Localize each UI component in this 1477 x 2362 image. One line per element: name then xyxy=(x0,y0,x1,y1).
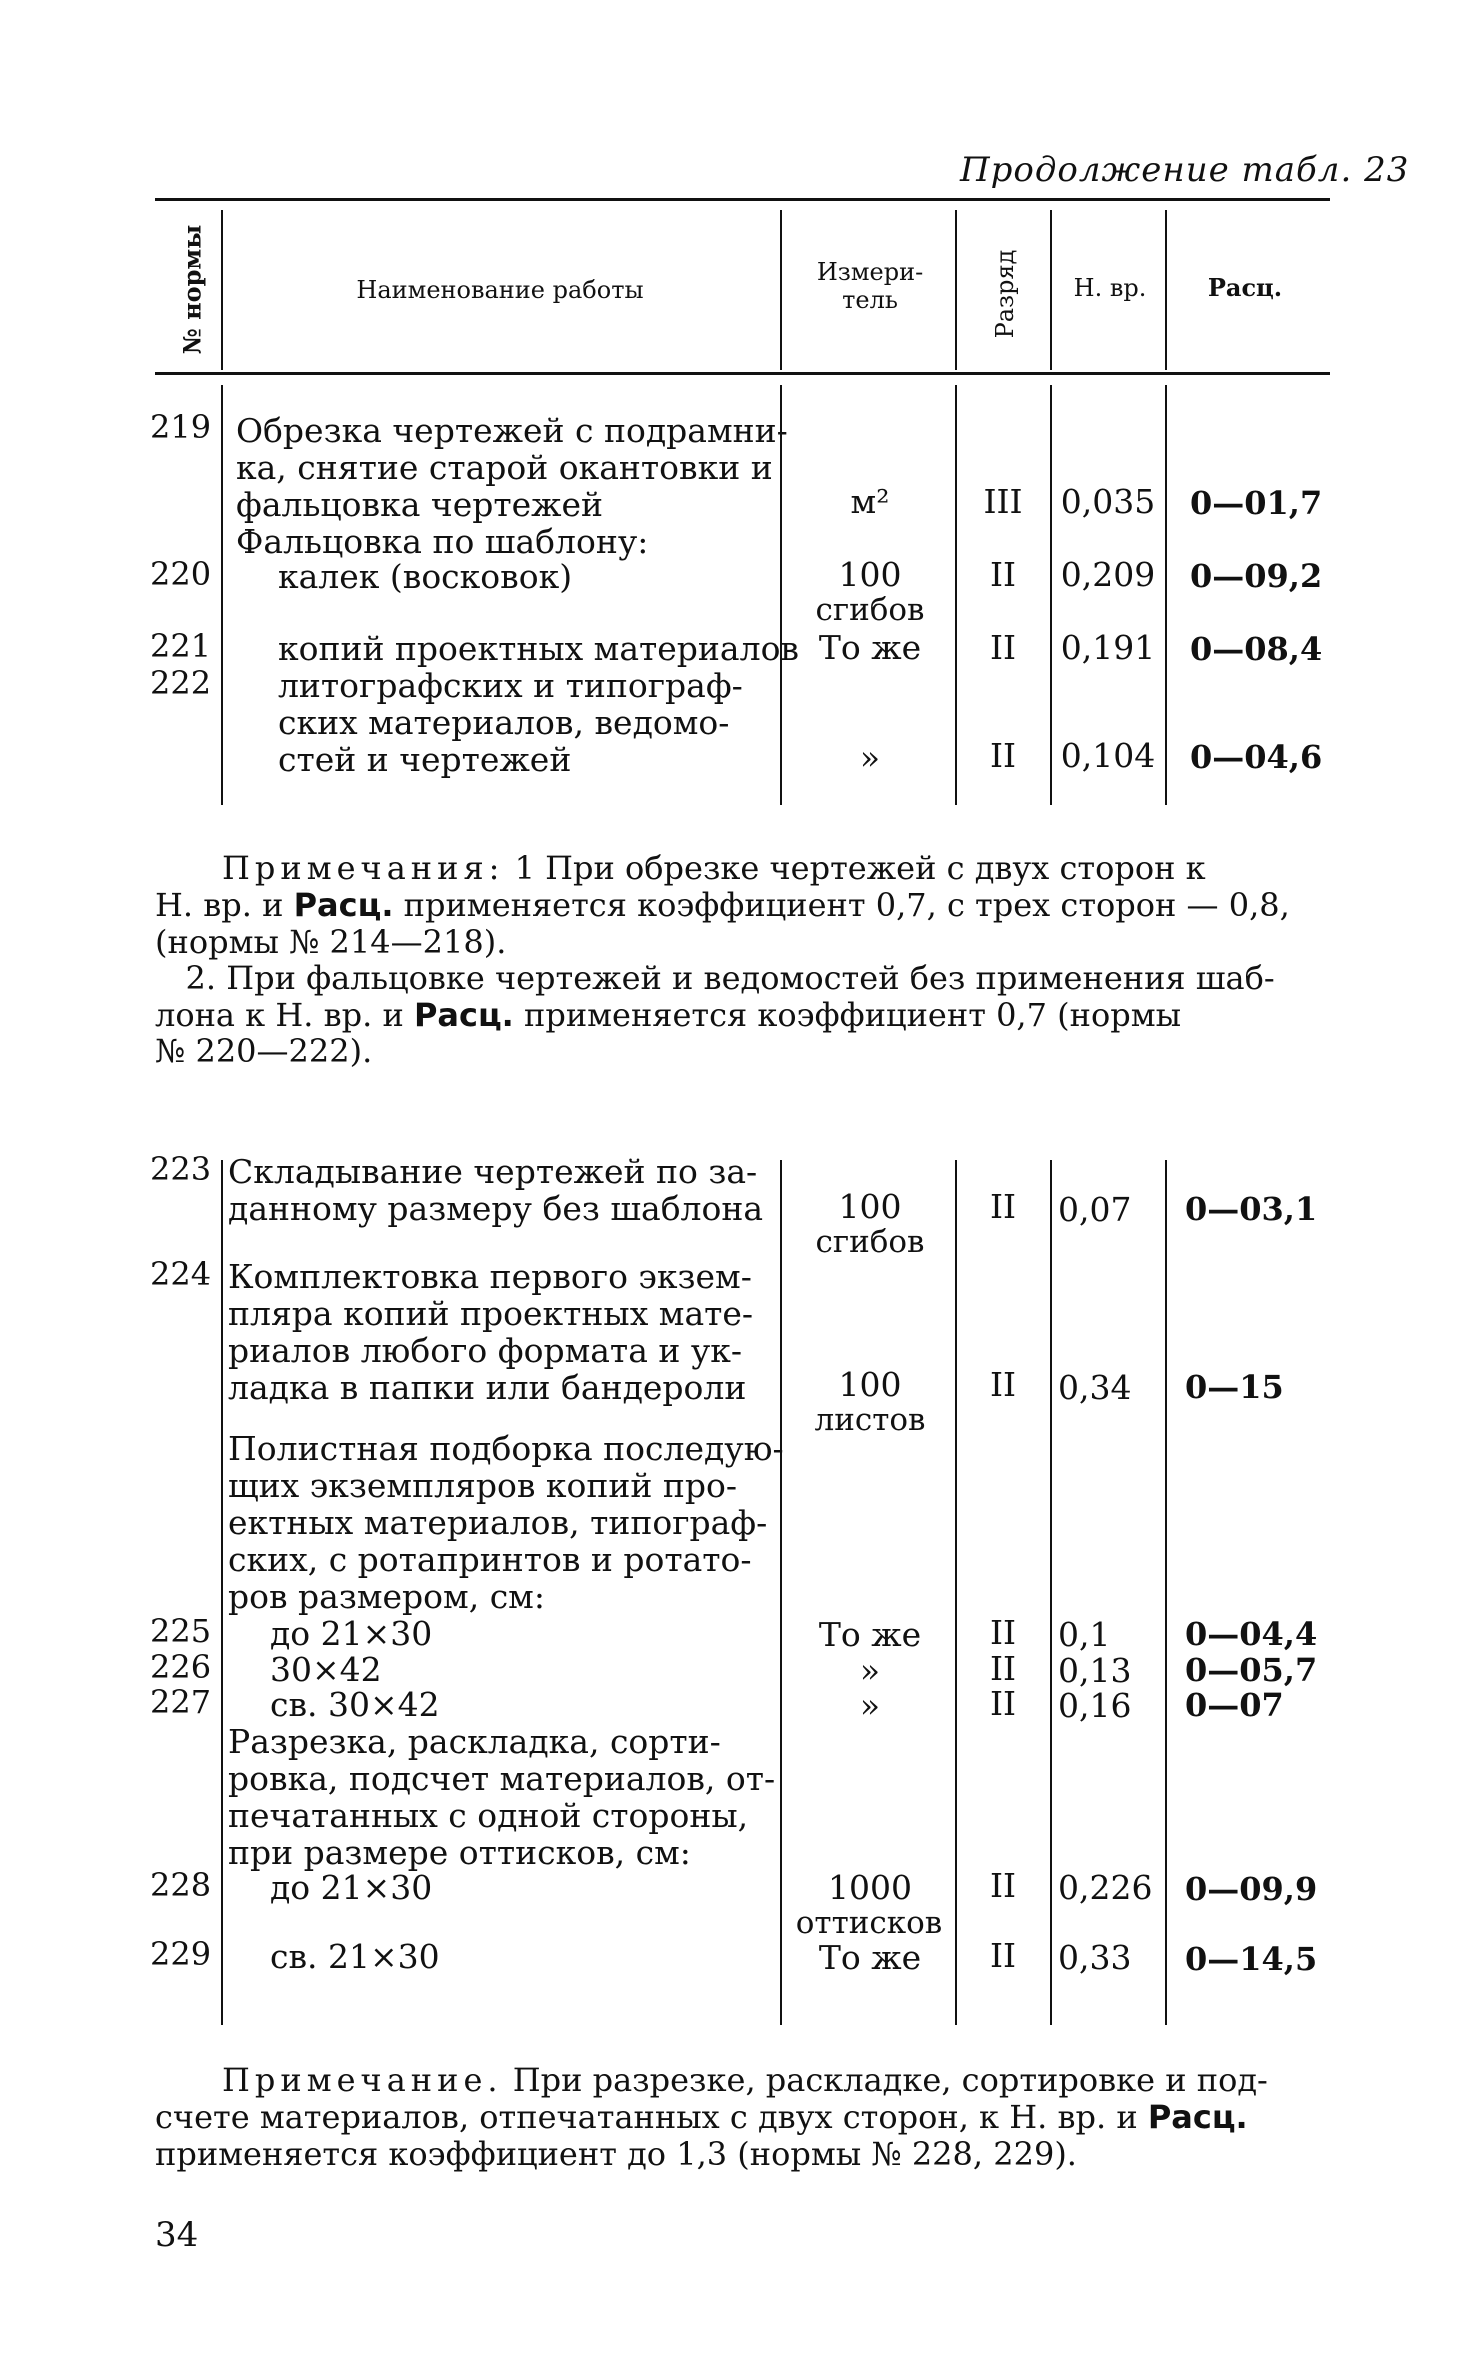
norm-number: 229 xyxy=(150,1935,212,1973)
col-divider xyxy=(1050,1160,1052,2025)
work-name-line: фальцовка чертежей xyxy=(236,485,604,524)
note-line: 2. При фальцовке чертежей и ведомостей без применения шаб- xyxy=(155,959,1275,997)
note-label: Примечания: xyxy=(222,849,505,887)
rate-cell: 0—03,1 xyxy=(1185,1190,1318,1228)
work-name-line: Полистная подборка последую- xyxy=(228,1429,784,1468)
work-name-line: печатанных с одной стороны, xyxy=(228,1796,749,1835)
work-name-line: при размере оттисков, см: xyxy=(228,1833,691,1872)
grade-cell: II xyxy=(989,1936,1017,1975)
time-cell: 0,035 xyxy=(1060,482,1156,521)
rate-cell: 0—04,4 xyxy=(1185,1615,1318,1653)
norm-number: 223 xyxy=(150,1150,212,1188)
work-name-line: 30×42 xyxy=(228,1650,382,1689)
col-divider xyxy=(221,385,223,805)
work-name-line: ров размером, см: xyxy=(228,1577,545,1616)
time-cell: 0,16 xyxy=(1058,1686,1132,1725)
work-name-line: ка, снятие старой окантовки и xyxy=(236,448,773,487)
work-name-line: св. 30×42 xyxy=(228,1685,440,1724)
unit-cell-line2: оттисков xyxy=(795,1905,943,1941)
col-divider xyxy=(780,1160,782,2025)
unit-cell-line2: сгибов xyxy=(815,592,925,628)
grade-cell: II xyxy=(989,555,1017,594)
col-divider xyxy=(1165,1160,1167,2025)
work-name-line: щих экземпляров копий про- xyxy=(228,1466,738,1505)
header-time: Н. вр. xyxy=(1073,274,1147,302)
header-unit-line1: Измери- xyxy=(816,258,924,286)
note-label: Примечание. xyxy=(222,2061,503,2099)
rate-cell: 0—09,9 xyxy=(1185,1870,1318,1908)
note-text: применяется коэффициент 0,7, с трех сторон — 0,8, xyxy=(393,886,1290,924)
work-name-line: пляра копий проектных мате- xyxy=(228,1294,754,1333)
note-text: счете материалов, отпечатанных с двух сторон, к Н. вр. и xyxy=(155,2098,1148,2136)
col-divider xyxy=(955,210,957,370)
work-name-line: до 21×30 xyxy=(228,1868,433,1907)
work-name-line: Фальцовка по шаблону: xyxy=(236,522,649,561)
note-line: применяется коэффициент до 1,3 (нормы № 228, 229). xyxy=(155,2135,1077,2173)
time-cell: 0,226 xyxy=(1058,1868,1153,1907)
norm-number: 224 xyxy=(150,1255,212,1293)
note-line xyxy=(155,2099,1248,2136)
unit-cell: 100 xyxy=(838,1187,902,1226)
col-divider xyxy=(221,210,223,370)
work-name-line: стей и чертежей xyxy=(236,740,572,779)
rate-cell: 0—01,7 xyxy=(1190,484,1323,522)
note-bold: Расц. xyxy=(1147,2098,1248,2136)
unit-cell: 100 xyxy=(838,1365,902,1404)
page-number: 34 xyxy=(155,2215,199,2255)
unit-cell: м² xyxy=(850,482,890,521)
work-name-line: литографских и типограф- xyxy=(236,666,743,705)
header-grade: Разряд xyxy=(991,249,1019,339)
col-divider xyxy=(221,1160,223,2025)
rate-cell: 0—09,2 xyxy=(1190,557,1323,595)
unit-cell: » xyxy=(859,1686,881,1725)
work-name-line: копий проектных материалов xyxy=(236,629,800,668)
norm-number: 219 xyxy=(150,408,212,446)
note-line: (нормы № 214—218). xyxy=(155,923,507,961)
note-line xyxy=(155,997,1181,1034)
rate-cell: 0—08,4 xyxy=(1190,630,1323,668)
grade-cell: II xyxy=(989,1649,1017,1688)
note-bold: Расц. xyxy=(413,996,514,1034)
work-name-line: ладка в папки или бандероли xyxy=(228,1368,747,1407)
time-cell: 0,209 xyxy=(1060,555,1156,594)
time-cell: 0,191 xyxy=(1060,628,1156,667)
rate-cell: 0—15 xyxy=(1185,1368,1284,1406)
norm-number: 220 xyxy=(150,555,212,593)
note-line xyxy=(222,2062,1268,2099)
work-name-line: ских материалов, ведомо- xyxy=(236,703,730,742)
rate-cell: 0—07 xyxy=(1185,1686,1284,1724)
header-rate: Расц. xyxy=(1207,273,1283,302)
norm-number: 228 xyxy=(150,1866,212,1904)
col-divider xyxy=(1165,210,1167,370)
note-text: лона к Н. вр. и xyxy=(155,996,414,1034)
time-cell: 0,34 xyxy=(1058,1368,1132,1407)
work-name-line: Разрезка, раскладка, сорти- xyxy=(228,1722,721,1761)
grade-cell: II xyxy=(989,736,1017,775)
grade-cell: II xyxy=(989,1365,1017,1404)
rate-cell: 0—14,5 xyxy=(1185,1940,1318,1978)
time-cell: 0,13 xyxy=(1058,1651,1132,1690)
grade-cell: II xyxy=(989,1684,1017,1723)
grade-cell: II xyxy=(989,628,1017,667)
unit-cell: 1000 xyxy=(828,1868,912,1907)
grade-cell: III xyxy=(983,482,1023,521)
note-line xyxy=(155,887,1290,924)
note-bold: Расц. xyxy=(293,886,394,924)
norm-number: 226 xyxy=(150,1648,212,1686)
header-norm-no: № нормы xyxy=(177,224,207,355)
note-line xyxy=(222,850,1206,887)
note-text: применяется коэффициент 0,7 (нормы xyxy=(513,996,1182,1034)
work-name-line: до 21×30 xyxy=(228,1614,433,1653)
norm-number: 225 xyxy=(150,1612,212,1650)
rate-cell: 0—04,6 xyxy=(1190,738,1323,776)
note-text: Н. вр. и xyxy=(155,886,294,924)
work-name-line: ектных материалов, типограф- xyxy=(228,1503,768,1542)
work-name-line: данному размеру без шаблона xyxy=(228,1189,764,1228)
unit-cell: То же xyxy=(818,628,922,667)
norm-number: 222 xyxy=(150,664,212,702)
norm-number: 221 xyxy=(150,627,212,665)
time-cell: 0,33 xyxy=(1058,1938,1132,1977)
header-unit-line2: тель xyxy=(842,286,898,314)
unit-cell: То же xyxy=(818,1938,922,1977)
col-divider xyxy=(1165,385,1167,805)
grade-cell: II xyxy=(989,1866,1017,1905)
work-name-line: риалов любого формата и ук- xyxy=(228,1331,743,1370)
unit-cell-line2: сгибов xyxy=(815,1224,925,1260)
work-name-line: Обрезка чертежей с подрамни- xyxy=(236,411,788,450)
grade-cell: II xyxy=(989,1613,1017,1652)
time-cell: 0,104 xyxy=(1060,736,1156,775)
norm-number: 227 xyxy=(150,1683,212,1721)
grade-cell: II xyxy=(989,1187,1017,1226)
unit-cell-line2: листов xyxy=(814,1402,926,1438)
header-top-rule xyxy=(155,198,1330,201)
unit-cell: 100 xyxy=(838,555,902,594)
col-divider xyxy=(1050,210,1052,370)
header-bottom-rule xyxy=(155,372,1330,375)
work-name-line: Комплектовка первого экзем- xyxy=(228,1257,752,1296)
time-cell: 0,07 xyxy=(1058,1190,1132,1229)
note-text: При разрезке, раскладке, сортировке и под- xyxy=(502,2061,1268,2099)
work-name-line: ских, с ротапринтов и ротато- xyxy=(228,1540,752,1579)
work-name-line: калек (восковок) xyxy=(236,557,573,596)
table-caption: Продолжение табл. 23 xyxy=(960,150,1410,190)
work-name-line: ровка, подсчет материалов, от- xyxy=(228,1759,776,1798)
header-name: Наименование работы xyxy=(356,276,644,304)
unit-cell: » xyxy=(859,738,881,777)
note-text: 1 При обрезке чертежей с двух сторон к xyxy=(504,849,1206,887)
unit-cell: » xyxy=(859,1651,881,1690)
col-divider xyxy=(780,210,782,370)
work-name-line: св. 21×30 xyxy=(228,1937,440,1976)
rate-cell: 0—05,7 xyxy=(1185,1651,1318,1689)
note-line: № 220—222). xyxy=(155,1032,373,1070)
unit-cell: То же xyxy=(818,1615,922,1654)
work-name-line: Складывание чертежей по за- xyxy=(228,1152,758,1191)
time-cell: 0,1 xyxy=(1058,1615,1111,1654)
